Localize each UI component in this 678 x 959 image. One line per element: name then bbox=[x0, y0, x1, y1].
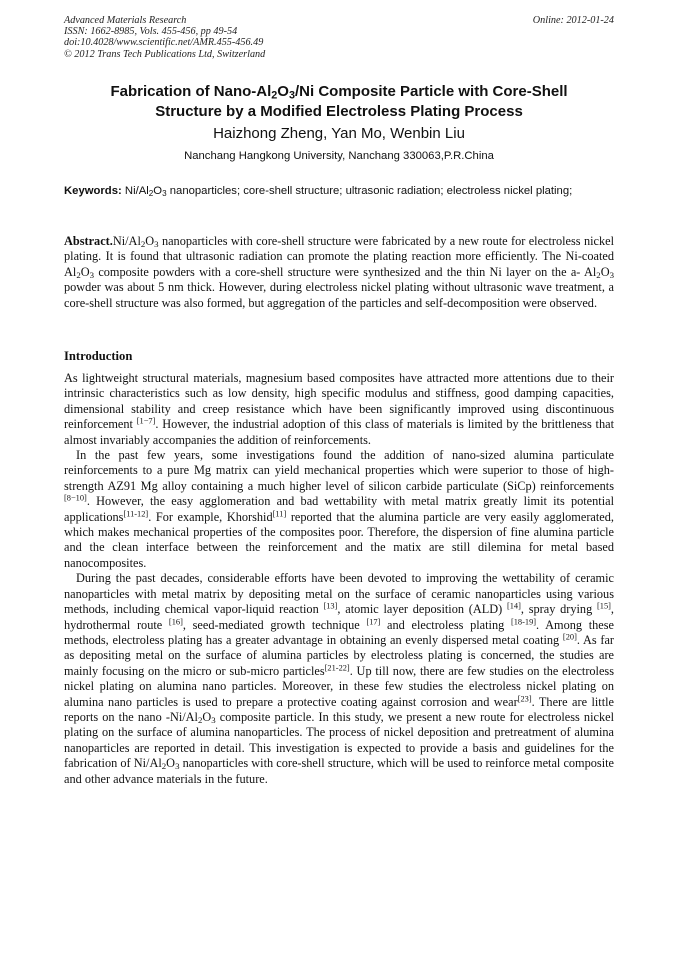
title-line-1: Fabrication of Nano-$Al_2O_3/Ni$ Composite Particle with Core-Shell bbox=[110, 83, 568, 102]
abstract-label: Abstract. bbox=[64, 234, 113, 248]
paragraph-2: In the past few years, some investigations found the addition of nano-sized alumina particulate reinforcements to a pure Mg matrix can yield mechanical properties which were superior to those of high-strength AZ91 Mg alloy containing a much higher level of silicon carbide particulate (SiCp) reinforcements [8−10]. However, the easy agglomeration and bad wettability with metal matrix greatly limit its potential applications[11-12]. For example, Khorshid[11] reported that the alumina particle are very easily agglomerated, which makes mechanical properties of the composites poor. Therefore, the dispersion of fine alumina particle and the clean interface between the reinforcement and the matix are still dilemina for metal based nanocomposites. bbox=[64, 448, 614, 570]
citation-ref: [13] bbox=[323, 601, 338, 611]
authors: Haizhong Zheng, Yan Mo, Wenbin Liu bbox=[213, 125, 465, 142]
abstract: $Abstract.Ni/Al_2O_3$ nanoparticles with core-shell structure were fabricated by a new route for electroless nickel plating. It is found that ultrasonic radiation can promote the plating reaction more efficiently. The Ni-coated $Al_2O_3$ composite powders with a core-shell structure were synthesized and the thin Ni layer on the a- $Al_2O_3$ powder was about 5 nm thick. However, during electroless nickel plating without ultrasonic wave treatment, a core-shell structure was also formed, but aggregation of the particles and self-decomposition were observed. bbox=[64, 234, 614, 310]
doi-line[interactable]: doi:10.4028/www.scientific.net/AMR.455-456.49 bbox=[64, 37, 264, 49]
journal-name: Advanced Materials Research bbox=[64, 15, 187, 26]
issn-line: ISSN: 1662-8985, Vols. 455-456, pp 49-54 bbox=[64, 26, 238, 38]
affiliation: Nanchang Hangkong University, Nanchang 330063,P.R.China bbox=[184, 150, 494, 162]
copyright-line: © 2012 Trans Tech Publications Ltd, Switzerland bbox=[64, 48, 266, 60]
citation-ref: [16] bbox=[168, 616, 183, 626]
keywords: Keywords: $Ni/Al_2O_3$ nanoparticles; core-shell structure; ultrasonic radiation; electroless nickel plating; bbox=[64, 185, 573, 198]
citation-ref: [15] bbox=[596, 601, 611, 611]
introduction-heading: Introduction bbox=[64, 349, 133, 363]
citation-ref: [8−10] bbox=[64, 493, 87, 503]
online-date: Online: 2012-01-24 bbox=[532, 15, 614, 26]
citation-ref: [20] bbox=[562, 632, 577, 642]
citation-ref: [11-12] bbox=[123, 509, 149, 519]
citation-ref: [11] bbox=[272, 509, 287, 519]
citation-ref: [14] bbox=[506, 601, 521, 611]
introduction-body bbox=[64, 371, 614, 787]
citation-ref: [21-22] bbox=[324, 663, 350, 673]
citation-ref: [1−7] bbox=[136, 416, 156, 426]
paragraph-1: As lightweight structural materials, magnesium based composites have attracted more attentions due to their intrinsic characteristics such as low density, high specific modulus and stiffness, good damping capacities, dimensional stability and creep resistance which have been significantly improved using discontinuous reinforcement [1−7]. However, the industrial adoption of this class of materials is limited by the brittleness that almost invariably accompanies the addition of reinforcements. bbox=[64, 371, 614, 447]
citation-ref: [23] bbox=[517, 693, 532, 703]
citation-ref: [17] bbox=[366, 616, 381, 626]
paper-title bbox=[64, 82, 614, 121]
keywords-label: Keywords: bbox=[64, 185, 122, 197]
citation-ref: [18-19] bbox=[510, 616, 537, 626]
journal-header bbox=[64, 15, 265, 60]
title-line-2: Structure by a Modified Electroless Plating Process bbox=[155, 102, 523, 120]
paragraph-3: During the past decades, considerable efforts have been devoted to improving the wettability of ceramic nanoparticles with metal matrix by depositing metal on the surface of ceramic nanoparticles using various methods, including chemical vapor-liquid reaction [13], atomic layer deposition (ALD) [14], spray drying [15], hydrothermal route [16], seed-mediated growth technique [17] and electroless plating [18-19]. Among these methods, electroless plating has a greater advantage in obtaining an evenly dispersed metal coating [20]. As far as depositing metal on the surface of alumina particles by electroless plating is concerned, the studies are mainly focusing on the micro or sub-micro particles[21-22]. Up till now, there are few studies on the electroless nickel plating on alumina nano particles. Moreover, in these few studies the electroless nickel plating on alumina nano particles is used to prepare a protective coating against corrosion and wear[23]. There are little reports on the nano $-Ni/Al_2O_3$ composite particle. In this study, we present a new route for electroless nickel plating on the surface of alumina nanoparticles. The process of nickel deposition and pretreatment of alumina nanoparticles are reported in detail. This investigation is expected to provide a basis and guidelines for the fabrication of $Ni/Al_2O_3$ nanoparticles with core-shell structure, which will be used to reinforce metal composite and other advance materials in the future. bbox=[64, 571, 615, 786]
